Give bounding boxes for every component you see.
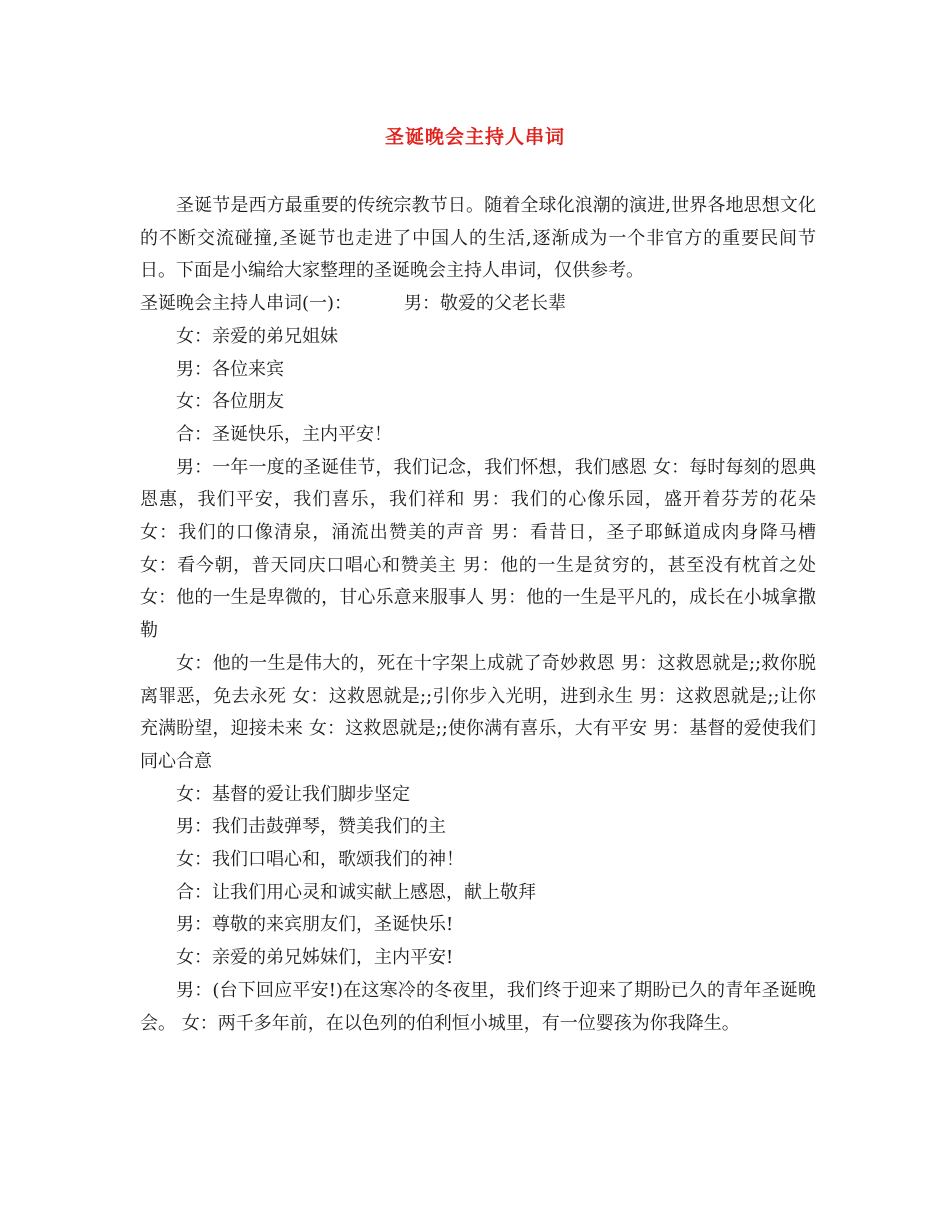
dialogue-line: 女：各位朋友 — [176, 391, 284, 413]
dialogue-line: 女：基督的爱让我们脚步坚定 — [176, 783, 410, 805]
dialogue-paragraph: 男：一年一度的圣诞佳节，我们记念，我们怀想，我们感恩 女：每时每刻的恩典恩惠，我们平安，我们喜乐，我们祥和 男：我们的心像乐园，盛开着芬芳的花朵 女：我们的口像清泉，涌流出赞美的声音 男：看昔日，圣子耶稣道成肉身降马槽 女：看今朝，普天同庆口唱心和赞美主 男：他的一生是贫穷的，甚至没有枕首之处 女：他的一生是卑微的，甘心乐意来服事人 男：他的一生是平凡的，成长在小城拿撒勒 — [140, 456, 816, 642]
document-title: 圣诞晚会主持人串词 — [384, 126, 565, 148]
dialogue-paragraph: 女：他的一生是伟大的，死在十字架上成就了奇妙救恩 男：这救恩就是;;救你脱离罪恶，免去永死 女：这救恩就是;;引你步入光明，进到永生 男：这救恩就是;;让你充满盼望，迎接未来 女：这救恩就是;;使你满有喜乐，大有平安 男：基督的爱使我们同心合意 — [140, 652, 816, 772]
dialogue-line: 女：亲爱的弟兄姐妹 — [176, 325, 338, 347]
dialogue-line: 合：让我们用心灵和诚实献上感恩，献上敬拜 — [176, 881, 536, 903]
section-heading: 圣诞晚会主持人串词(一)： — [140, 293, 353, 315]
dialogue-line: 男：我们击鼓弹琴，赞美我们的主 — [176, 816, 446, 838]
dialogue-paragraph: 男：(台下回应平安!)在这寒冷的冬夜里，我们终于迎来了期盼已久的青年圣诞晚会。 女：两千多年前，在以色列的伯利恒小城里，有一位婴孩为你我降生。 — [140, 979, 816, 1034]
dialogue-line: 女：我们口唱心和，歌颂我们的神！ — [176, 849, 464, 871]
section-heading-line — [140, 288, 816, 321]
document-body — [140, 190, 816, 1040]
intro-paragraph: 圣诞节是西方最重要的传统宗教节日。随着全球化浪潮的演进,世界各地思想文化的不断交流碰撞,圣诞节也走进了中国人的生活,逐渐成为一个非官方的重要民间节日。下面是小编给大家整理的圣诞晚会主持人串词，仅供参考。 — [140, 195, 816, 282]
dialogue-line: 男：尊敬的来宾朋友们，圣诞快乐! — [176, 914, 454, 936]
section-first-line: 男：敬爱的父老长辈 — [404, 293, 567, 315]
dialogue-line: 男：各位来宾 — [176, 358, 284, 380]
dialogue-line: 女：亲爱的弟兄姊妹们，主内平安! — [176, 947, 454, 969]
dialogue-line: 合：圣诞快乐，主内平安！ — [176, 423, 392, 445]
